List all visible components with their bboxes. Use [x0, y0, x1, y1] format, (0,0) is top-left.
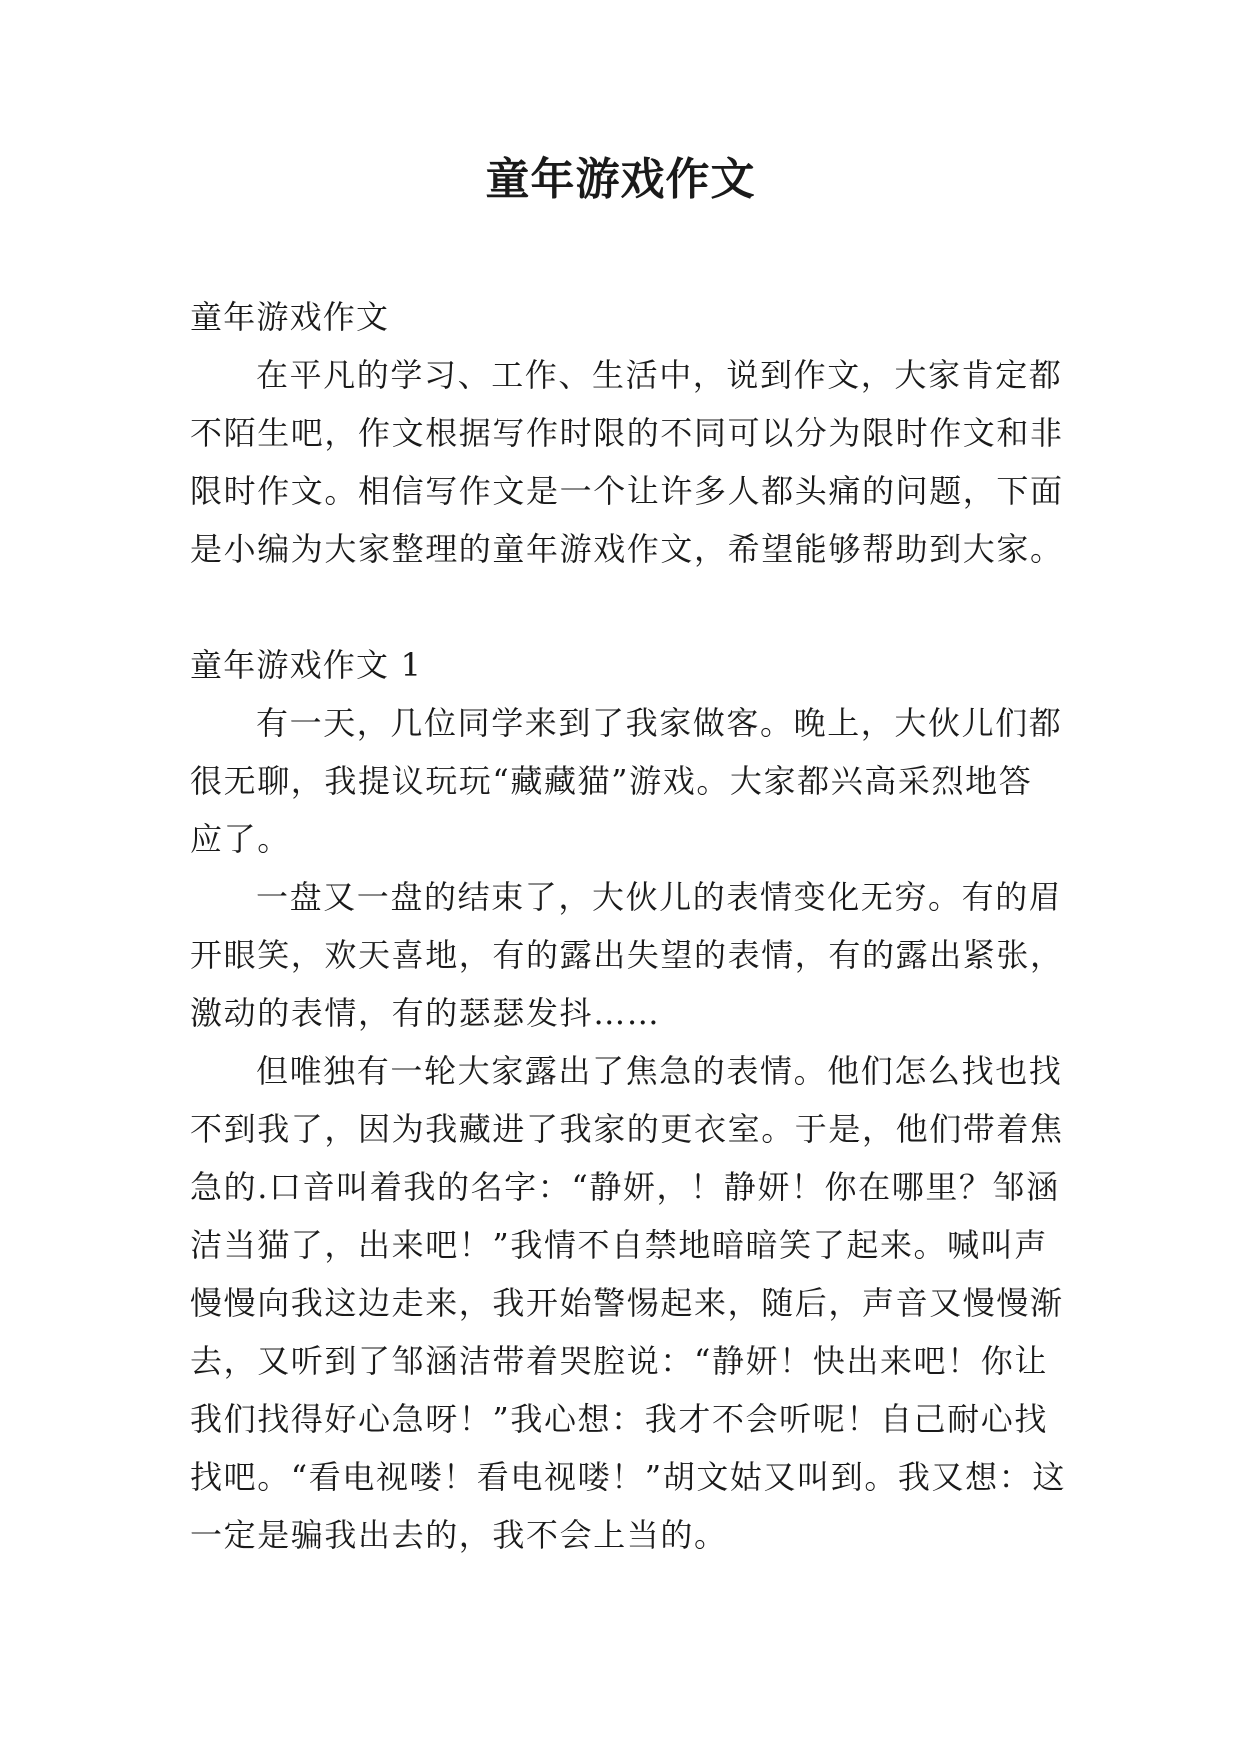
section-heading: 童年游戏作文 1 [190, 646, 423, 684]
paragraph-line: 应了。 [190, 820, 291, 858]
paragraph-line: 开眼笑，欢天喜地，有的露出失望的表情，有的露出紧张， [190, 936, 1064, 974]
section-spacer [190, 578, 1060, 636]
paragraph-line: 不到我了，因为我藏进了我家的更衣室。于是，他们带着焦 [190, 1110, 1064, 1148]
document-subtitle: 童年游戏作文 [190, 298, 390, 336]
paragraph-line: 慢慢向我这边走来，我开始警惕起来，随后，声音又慢慢渐 [190, 1284, 1064, 1322]
paragraph-line: 一定是骗我出去的，我不会上当的。 [190, 1516, 728, 1554]
paragraph-line: 我们找得好心急呀！”我心想：我才不会听呢！自己耐心找 [190, 1400, 1048, 1438]
paragraph-line: 但唯独有一轮大家露出了焦急的表情。他们怎么找也找 [256, 1052, 1063, 1090]
document-title: 童年游戏作文 [485, 154, 756, 205]
body-paragraph-3 [190, 1042, 1066, 1564]
body-paragraph-1 [190, 694, 1063, 868]
paragraph-line: 有一天，几位同学来到了我家做客。晚上，大伙儿们都 [256, 704, 1063, 742]
intro-line: 不陌生吧，作文根据写作时限的不同可以分为限时作文和非 [190, 414, 1064, 452]
paragraph-line: 一盘又一盘的结束了，大伙儿的表情变化无穷。有的眉 [256, 878, 1063, 916]
intro-line: 是小编为大家整理的童年游戏作文，希望能够帮助到大家。 [190, 530, 1064, 568]
paragraph-line: 急的.口音叫着我的名字：“静妍，！静妍！你在哪里？邹涵 [190, 1168, 1060, 1206]
paragraph-line: 洁当猫了，出来吧！”我情不自禁地暗暗笑了起来。喊叫声 [190, 1226, 1048, 1264]
paragraph-line: 激动的表情，有的瑟瑟发抖…… [190, 994, 661, 1032]
paragraph-line: 去，又听到了邹涵洁带着哭腔说：“静妍！快出来吧！你让 [190, 1342, 1048, 1380]
intro-paragraph [190, 346, 1064, 578]
document-body [190, 288, 1066, 1564]
paragraph-line: 很无聊，我提议玩玩“藏藏猫”游戏。大家都兴高采烈地答 [190, 762, 1033, 800]
intro-line: 在平凡的学习、工作、生活中，说到作文，大家肯定都 [256, 356, 1063, 394]
paragraph-line: 找吧。“看电视喽！看电视喽！”胡文姑又叫到。我又想：这 [190, 1458, 1066, 1496]
intro-line: 限时作文。相信写作文是一个让许多人都头痛的问题，下面 [190, 472, 1064, 510]
body-paragraph-2 [190, 868, 1064, 1042]
